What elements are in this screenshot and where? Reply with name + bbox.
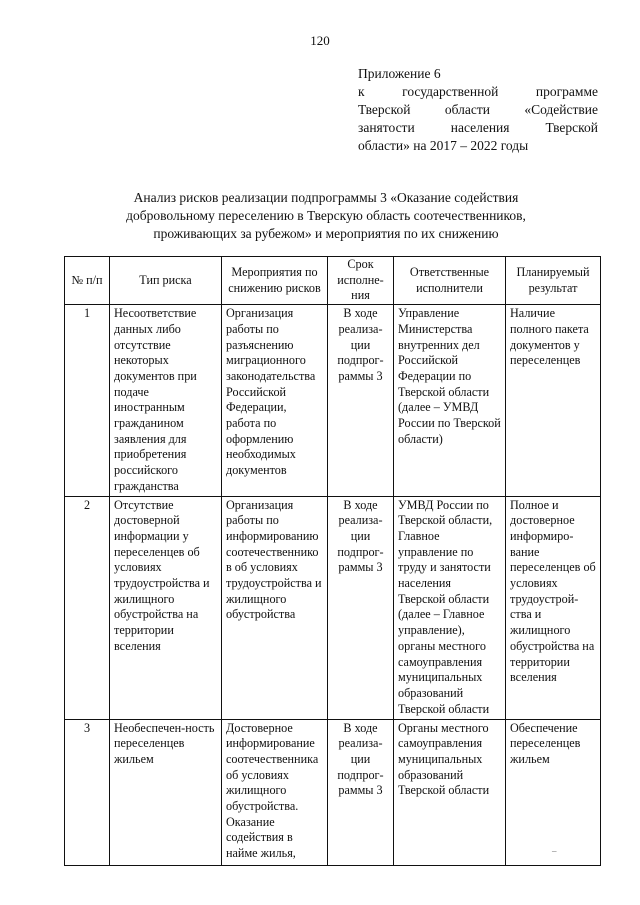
header-measures: Мероприятия по снижению рисков [222, 257, 328, 305]
cell-measures: Организация работы по информированию соотечественнико в об условиях трудоустройства и жилищного обустройства [222, 496, 328, 719]
cell-risk-type: Отсутствие достоверной информации у переселенцев об условиях трудоустройства и жилищного обустройства на территории вселения [110, 496, 222, 719]
appendix-line: занятости населения Тверской [358, 120, 598, 135]
cell-number: 1 [65, 305, 110, 496]
appendix-line: Тверской области «Содействие [358, 102, 598, 117]
cell-risk-type: Несоответствие данных либо отсутствие некоторых документов при подаче иностранным гражданином заявления для приобретения российского гражданства [110, 305, 222, 496]
cell-measures: Организация работы по разъяснению миграционного законодательства Российской Федерации, работа по оформлению необходимых документов [222, 305, 328, 496]
cell-responsible: Управление Министерства внутренних дел Российской Федерации по Тверской области (далее – УМВД России по Тверской области) [394, 305, 506, 496]
cell-responsible: УМВД России по Тверской области, Главное управление по труду и занятости населения Тверской области (далее – Главное управление), органы местного самоуправления муниципальных образований Тверской области [394, 496, 506, 719]
cell-term: В ходе реализа-ции подпрог-раммы 3 [328, 496, 394, 719]
table-row [65, 496, 601, 719]
header-risk-type: Тип риска [110, 257, 222, 305]
risk-table [64, 256, 601, 866]
cell-number: 2 [65, 496, 110, 719]
cell-result: Полное и достоверное информиро-вание переселенцев об условиях трудоустрой-ства и жилищного обустройства на территории вселения [506, 496, 601, 719]
cell-measures: Достоверное информирование соотечественника об условиях жилищного обустройства. Оказание содействия в найме жилья, [222, 719, 328, 865]
cell-term: В ходе реализа-ции подпрог-раммы 3 [328, 305, 394, 496]
header-number: № п/п [65, 257, 110, 305]
cell-number: 3 [65, 719, 110, 865]
page-number: 120 [310, 33, 330, 48]
header-responsible: Ответственные исполнители [394, 257, 506, 305]
appendix-line: области» на 2017 – 2022 годы [358, 138, 529, 153]
header-result: Планируемый результат [506, 257, 601, 305]
cell-result: Обеспечение переселенцев жильем [506, 719, 601, 865]
header-term: Срок исполне-ния [328, 257, 394, 305]
cell-result: Наличие полного пакета документов у переселенцев [506, 305, 601, 496]
table-row [65, 305, 601, 496]
cell-responsible: Органы местного самоуправления муниципальных образований Тверской области [394, 719, 506, 865]
cell-term: В ходе реализа-ции подпрог-раммы 3 [328, 719, 394, 865]
appendix-line: к государственной программе [358, 84, 598, 99]
cell-risk-type: Необеспечен-ность переселенцев жильем [110, 719, 222, 865]
table-row [65, 719, 601, 865]
appendix-header [358, 65, 598, 155]
footer-mark: – [552, 846, 557, 856]
document-title: Анализ рисков реализации подпрограммы 3 «Оказание содействия добровольному переселению в Тверскую область соотечественников, проживающих за рубежом» и мероприятия по их снижению [126, 190, 526, 241]
table-header-row [65, 257, 601, 305]
appendix-line: Приложение 6 [358, 66, 441, 81]
